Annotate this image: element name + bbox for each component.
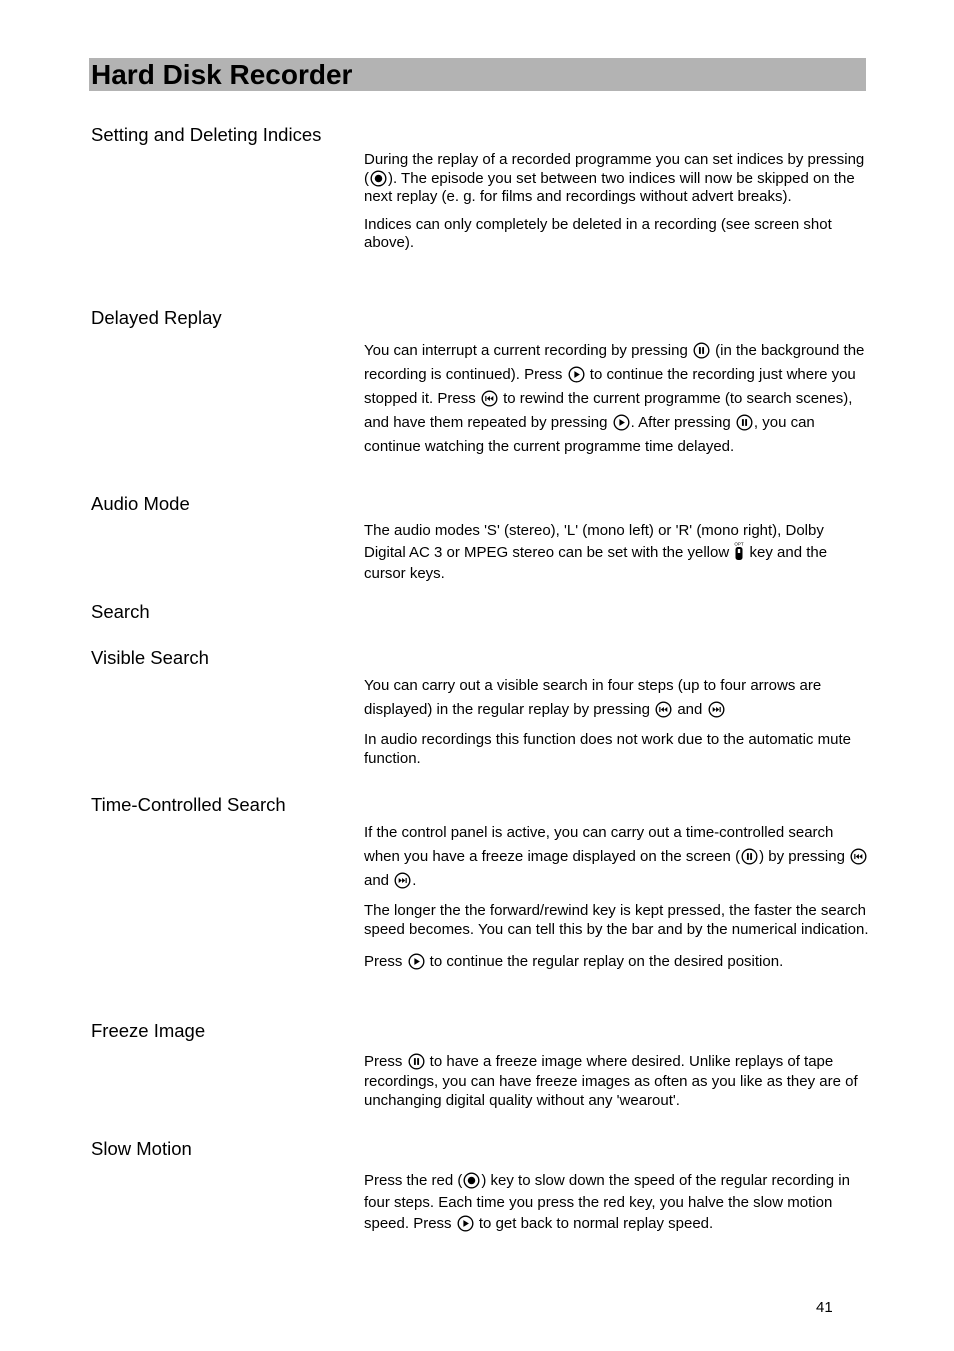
pause-button-icon bbox=[408, 1053, 425, 1070]
pause-button-icon bbox=[741, 848, 758, 865]
paragraph: The longer the the forward/rewind key is kept pressed, the faster the search speed becomes. You can tell this by the bar and by the numerical indication. bbox=[364, 902, 869, 938]
opt-key-icon bbox=[734, 541, 744, 561]
fast-forward-button-icon bbox=[394, 872, 411, 889]
section-body-audio-mode bbox=[364, 520, 869, 593]
section-body-time-controlled-search bbox=[364, 821, 869, 981]
section-body-indices bbox=[364, 151, 869, 262]
section-body-freeze-image bbox=[364, 1052, 869, 1120]
play-button-icon bbox=[613, 414, 630, 431]
section-body-slow-motion bbox=[364, 1170, 869, 1244]
play-button-icon bbox=[457, 1215, 474, 1232]
svg-text:OPT: OPT bbox=[734, 541, 744, 547]
rewind-button-icon bbox=[850, 848, 867, 865]
section-heading-time-controlled-search: Time-Controlled Search bbox=[91, 794, 286, 815]
section-heading-visible-search: Visible Search bbox=[91, 647, 209, 668]
rewind-button-icon bbox=[481, 390, 498, 407]
section-heading-slow-motion: Slow Motion bbox=[91, 1138, 192, 1159]
paragraph: The audio modes 'S' (stereo), 'L' (mono left) or 'R' (mono right), Dolby Digital AC 3 or MPEG stereo can be set with the yellow OPT key and the cursor keys. bbox=[364, 522, 828, 582]
paragraph: Press the red ( ) key to slow down the speed of the regular recording in four steps. Each time you press the red key, you halve the slow motion speed. Press to get back to normal replay speed. bbox=[364, 1172, 850, 1232]
section-body-delayed-replay bbox=[364, 339, 869, 468]
paragraph: Press to continue the regular replay on the desired position. bbox=[364, 953, 784, 970]
paragraph: You can carry out a visible search in four steps (up to four arrows are displayed) in the regular replay by pressing and bbox=[364, 677, 822, 718]
section-body-visible-search bbox=[364, 674, 869, 777]
play-button-icon bbox=[568, 366, 585, 383]
pause-button-icon bbox=[693, 342, 710, 359]
play-button-icon bbox=[408, 953, 425, 970]
section-heading-audio-mode: Audio Mode bbox=[91, 493, 190, 514]
record-button-icon bbox=[370, 170, 387, 187]
paragraph: During the replay of a recorded programme you can set indices by pressing ( ). The episode you set between two indices will now be skipped on the next replay (e. g. for films and recordings without advert breaks). bbox=[364, 151, 865, 205]
page-number: 41 bbox=[816, 1299, 833, 1316]
paragraph: In audio recordings this function does not work due to the automatic mute function. bbox=[364, 731, 851, 767]
rewind-button-icon bbox=[655, 701, 672, 718]
paragraph: If the control panel is active, you can carry out a time-controlled search when you have a freeze image displayed on the screen ( ) by pressing and . bbox=[364, 821, 869, 893]
fast-forward-button-icon bbox=[708, 701, 725, 718]
pause-button-icon bbox=[736, 414, 753, 431]
page-title: Hard Disk Recorder bbox=[91, 59, 353, 90]
paragraph: Press to have a freeze image where desired. Unlike replays of tape recordings, you can have freeze images as often as you like as they are of unchanging digital quality without any 'wearout'. bbox=[364, 1053, 858, 1109]
section-heading-search: Search bbox=[91, 601, 150, 622]
record-button-icon bbox=[463, 1172, 480, 1189]
section-heading-indices: Setting and Deleting Indices bbox=[91, 124, 322, 145]
section-heading-delayed-replay: Delayed Replay bbox=[91, 307, 222, 328]
paragraph: Indices can only completely be deleted in a recording (see screen shot above). bbox=[364, 215, 832, 251]
page-title-bar bbox=[89, 58, 866, 91]
paragraph: You can interrupt a current recording by pressing (in the background the recording is continued). Press to continue the recording just where you stopped it. Press to rewind the current programme (to search scenes), and have them repeated by pressing . After pressing , you can continue watching the current programme time delayed. bbox=[364, 342, 865, 455]
section-heading-freeze-image: Freeze Image bbox=[91, 1020, 206, 1041]
